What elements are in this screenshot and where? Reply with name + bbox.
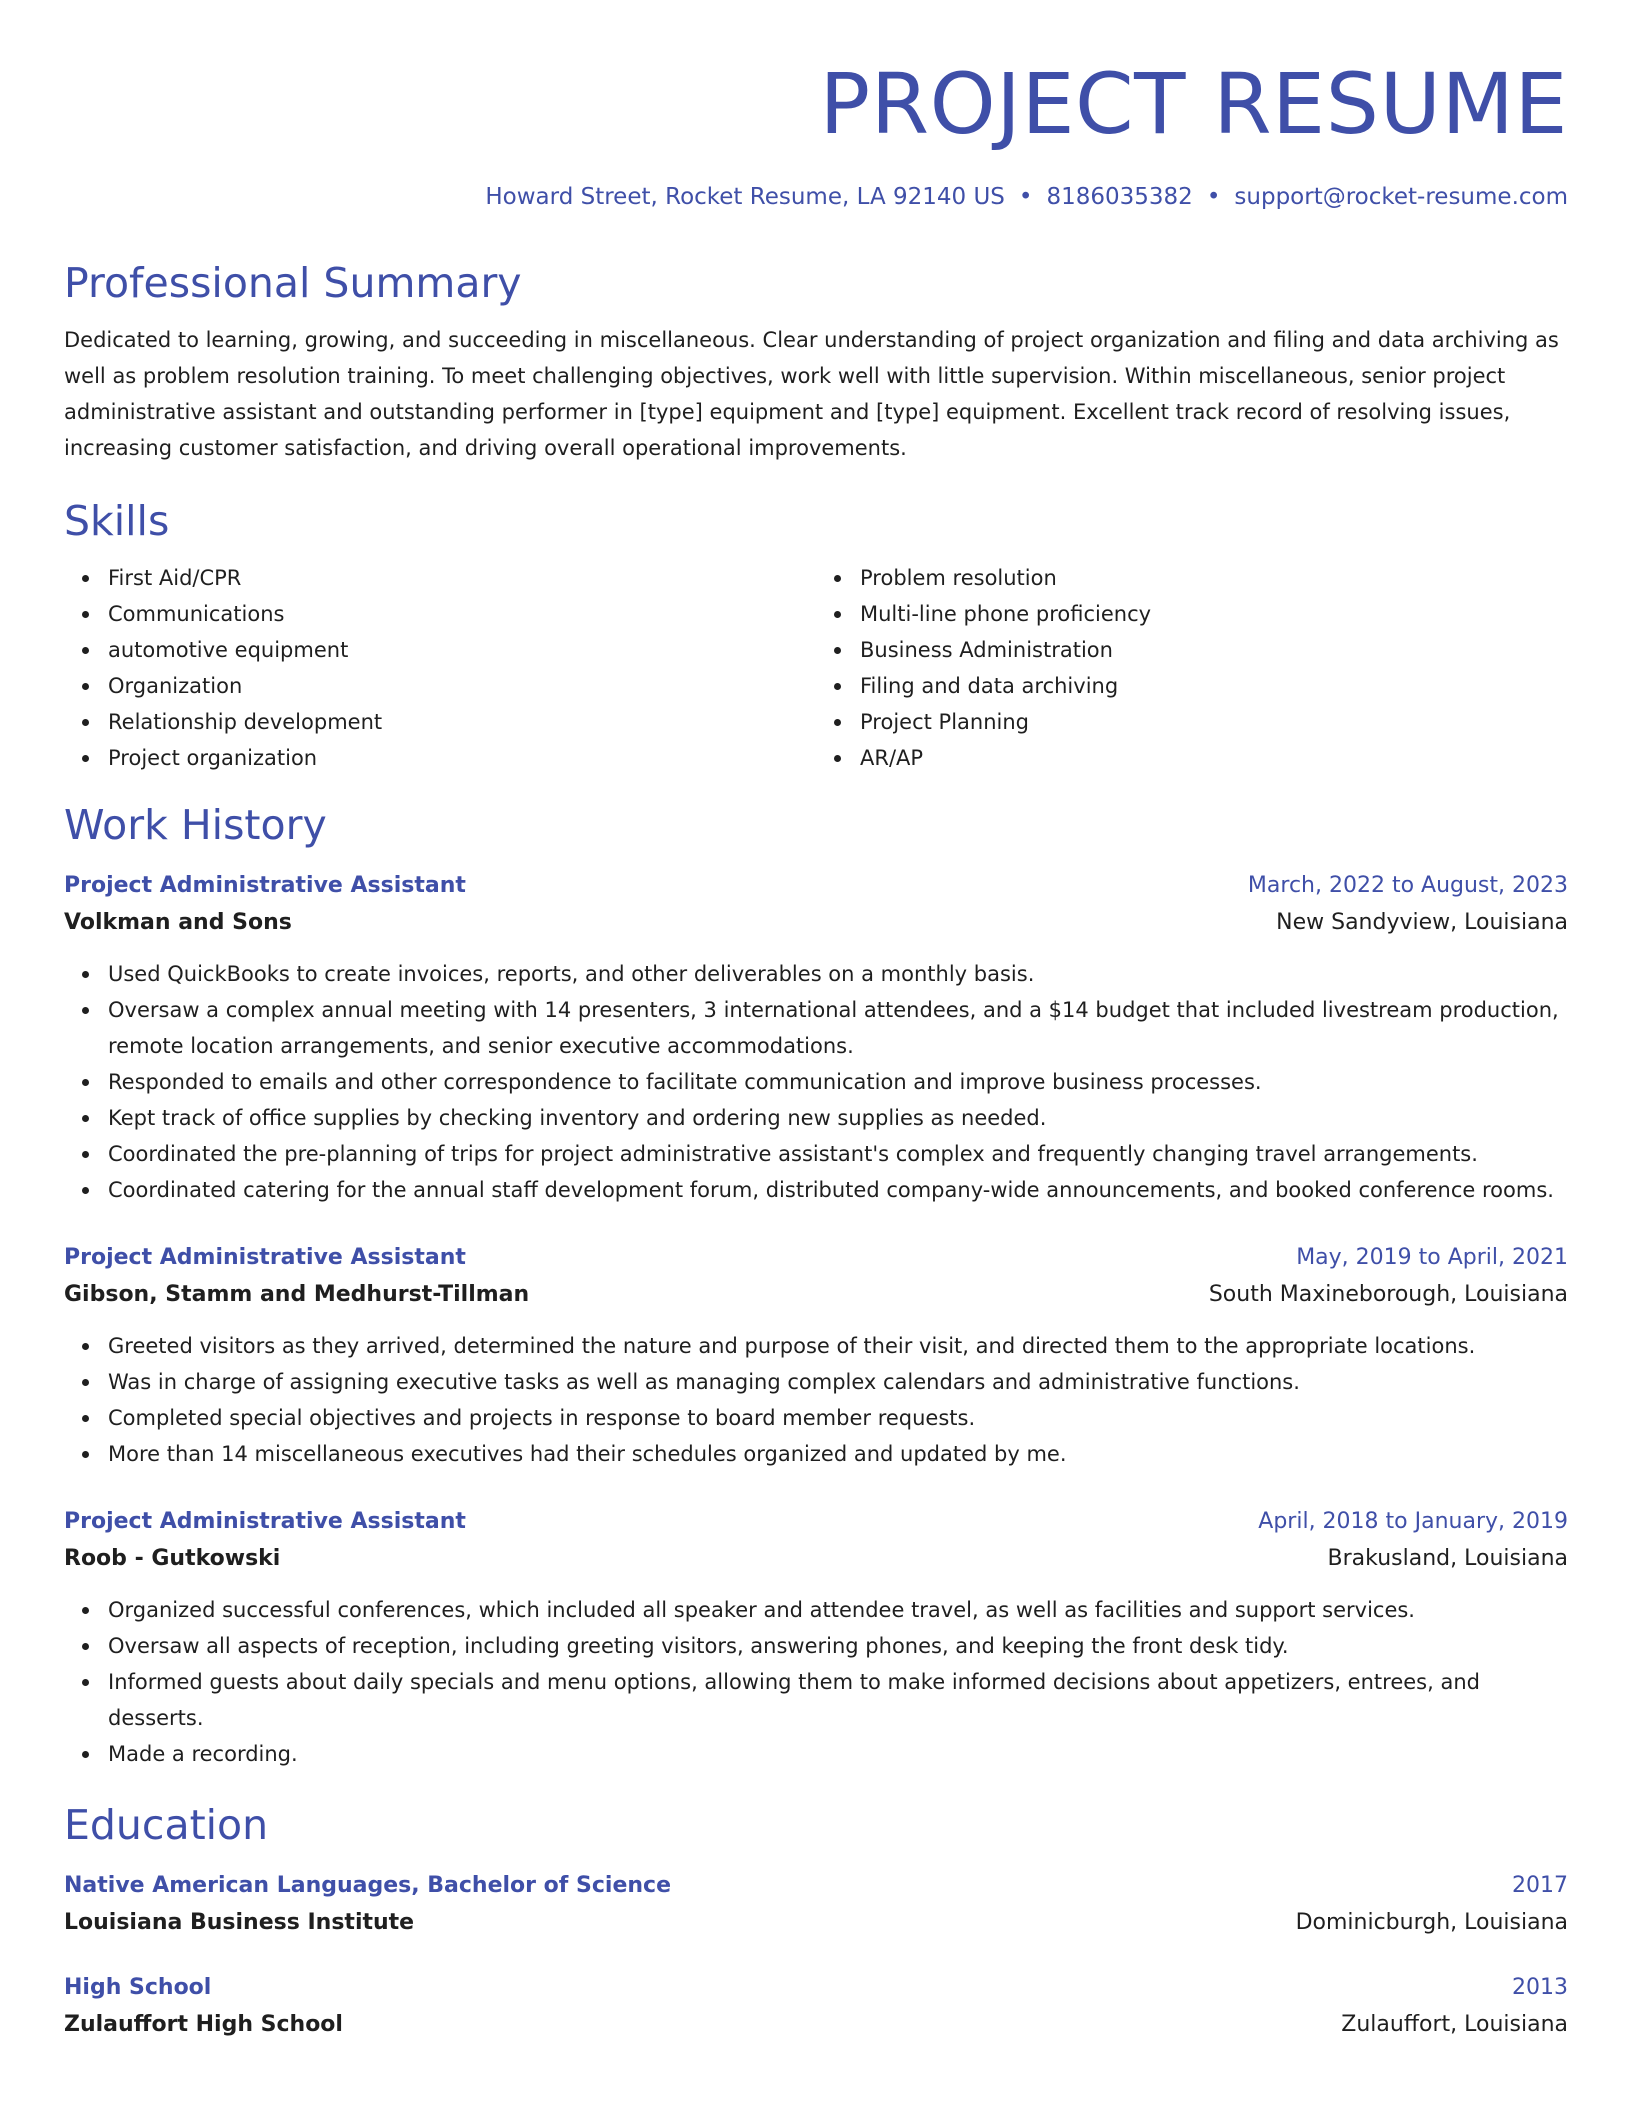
job-bullet: Was in charge of assigning executive tasks as well as managing complex calendars and administrative functions. [108, 1364, 1568, 1400]
contact-phone: 8186035382 [1046, 184, 1193, 210]
job-bullet: Coordinated the pre-planning of trips for project administrative assistant's complex and frequently changing travel arrangements. [108, 1136, 1568, 1172]
job-bullet: Greeted visitors as they arrived, determined the nature and purpose of their visit, and directed them to the appropriate locations. [108, 1328, 1568, 1364]
education-school-row [64, 1904, 1568, 1942]
job-dates: May, 2019 to April, 2021 [1296, 1245, 1568, 1270]
skill-item: Organization [108, 668, 816, 704]
job-company-row [64, 1540, 1568, 1578]
contact-address: Howard Street, Rocket Resume, LA 92140 US [485, 184, 1005, 210]
job-bullet: Made a recording. [108, 1736, 1568, 1772]
skill-item: Problem resolution [860, 560, 1568, 596]
skills-column-left [64, 560, 816, 776]
education-degree: Native American Languages, Bachelor of Science [64, 1873, 671, 1898]
job-entry [64, 1240, 1568, 1472]
skill-item: First Aid/CPR [108, 560, 816, 596]
job-bullet: Coordinated catering for the annual staff development forum, distributed company-wide announcements, and booked conference rooms. [108, 1172, 1568, 1208]
education-location: Zulauffort, Louisiana [1341, 2012, 1568, 2037]
job-bullets [64, 1328, 1568, 1472]
job-bullets [64, 1592, 1568, 1772]
job-header-row [64, 868, 1568, 904]
education-entry [64, 1868, 1568, 1942]
contact-line [64, 182, 1568, 212]
job-bullet: Oversaw all aspects of reception, including greeting visitors, answering phones, and keeping the front desk tidy. [108, 1628, 1568, 1664]
job-dates: April, 2018 to January, 2019 [1258, 1509, 1568, 1534]
skills-heading: Skills [64, 497, 170, 545]
education-school-row [64, 2006, 1568, 2044]
job-bullet: Oversaw a complex annual meeting with 14 presenters, 3 international attendees, and a $14 budget that included livestream production, remote location arrangements, and senior executive accommodations. [108, 992, 1568, 1064]
education-degree: High School [64, 1975, 212, 2000]
skill-item: Project Planning [860, 704, 1568, 740]
education-school: Louisiana Business Institute [64, 1910, 415, 1935]
job-bullet: Organized successful conferences, which included all speaker and attendee travel, as well as facilities and support services. [108, 1592, 1568, 1628]
skill-item: Business Administration [860, 632, 1568, 668]
job-company: Gibson, Stamm and Medhurst-Tillman [64, 1282, 530, 1307]
summary-text: Dedicated to learning, growing, and succeeding in miscellaneous. Clear understanding of project organization and filing and data archiving as well as problem resolution training. To meet challenging objectives, work well with little supervision. Within miscellaneous, senior project administrative assistant and outstanding performer in [type] equipment and [type] equipment. Excellent track record of resolving issues, increasing customer satisfaction, and driving overall operational improvements. [64, 328, 1559, 460]
job-company: Roob - Gutkowski [64, 1546, 281, 1571]
job-entry [64, 1504, 1568, 1772]
contact-email: support@rocket-resume.com [1234, 184, 1568, 210]
job-company: Volkman and Sons [64, 910, 292, 935]
education-header-row [64, 1868, 1568, 1904]
skill-item: AR/AP [860, 740, 1568, 776]
education-heading: Education [64, 1801, 269, 1849]
resume-title: PROJECT RESUME [819, 55, 1568, 153]
skills-grid [64, 560, 1568, 776]
job-entry [64, 868, 1568, 1208]
job-dates: March, 2022 to August, 2023 [1247, 873, 1568, 898]
job-location: South Maxineborough, Louisiana [1208, 1282, 1568, 1307]
job-company-row [64, 904, 1568, 942]
job-bullets [64, 956, 1568, 1208]
job-bullet: More than 14 miscellaneous executives had their schedules organized and updated by me. [108, 1436, 1568, 1472]
job-header-row [64, 1504, 1568, 1540]
job-bullet: Responded to emails and other correspondence to facilitate communication and improve business processes. [108, 1064, 1568, 1100]
skill-item: Project organization [108, 740, 816, 776]
contact-separator: • [1206, 184, 1221, 210]
job-bullet: Used QuickBooks to create invoices, reports, and other deliverables on a monthly basis. [108, 956, 1568, 992]
job-bullet: Informed guests about daily specials and menu options, allowing them to make informed decisions about appetizers, entrees, and desserts. [108, 1664, 1568, 1736]
education-header-row [64, 1970, 1568, 2006]
skill-item: Filing and data archiving [860, 668, 1568, 704]
work-history-heading: Work History [64, 801, 327, 849]
job-bullet: Kept track of office supplies by checking inventory and ordering new supplies as needed. [108, 1100, 1568, 1136]
education-school: Zulauffort High School [64, 2012, 343, 2037]
job-header-row [64, 1240, 1568, 1276]
skill-item: automotive equipment [108, 632, 816, 668]
skill-item: Multi-line phone proficiency [860, 596, 1568, 632]
education-location: Dominicburgh, Louisiana [1295, 1910, 1568, 1935]
contact-separator: • [1018, 184, 1033, 210]
skill-item: Relationship development [108, 704, 816, 740]
job-role: Project Administrative Assistant [64, 1245, 466, 1270]
job-role: Project Administrative Assistant [64, 873, 466, 898]
job-role: Project Administrative Assistant [64, 1509, 466, 1534]
skill-item: Communications [108, 596, 816, 632]
job-location: Brakusland, Louisiana [1327, 1546, 1568, 1571]
education-year: 2013 [1512, 1975, 1568, 2000]
job-bullet: Completed special objectives and projects in response to board member requests. [108, 1400, 1568, 1436]
job-location: New Sandyview, Louisiana [1276, 910, 1568, 935]
skills-column-right [816, 560, 1568, 776]
summary-heading: Professional Summary [64, 259, 522, 307]
education-entry [64, 1970, 1568, 2044]
job-company-row [64, 1276, 1568, 1314]
education-year: 2017 [1512, 1873, 1568, 1898]
